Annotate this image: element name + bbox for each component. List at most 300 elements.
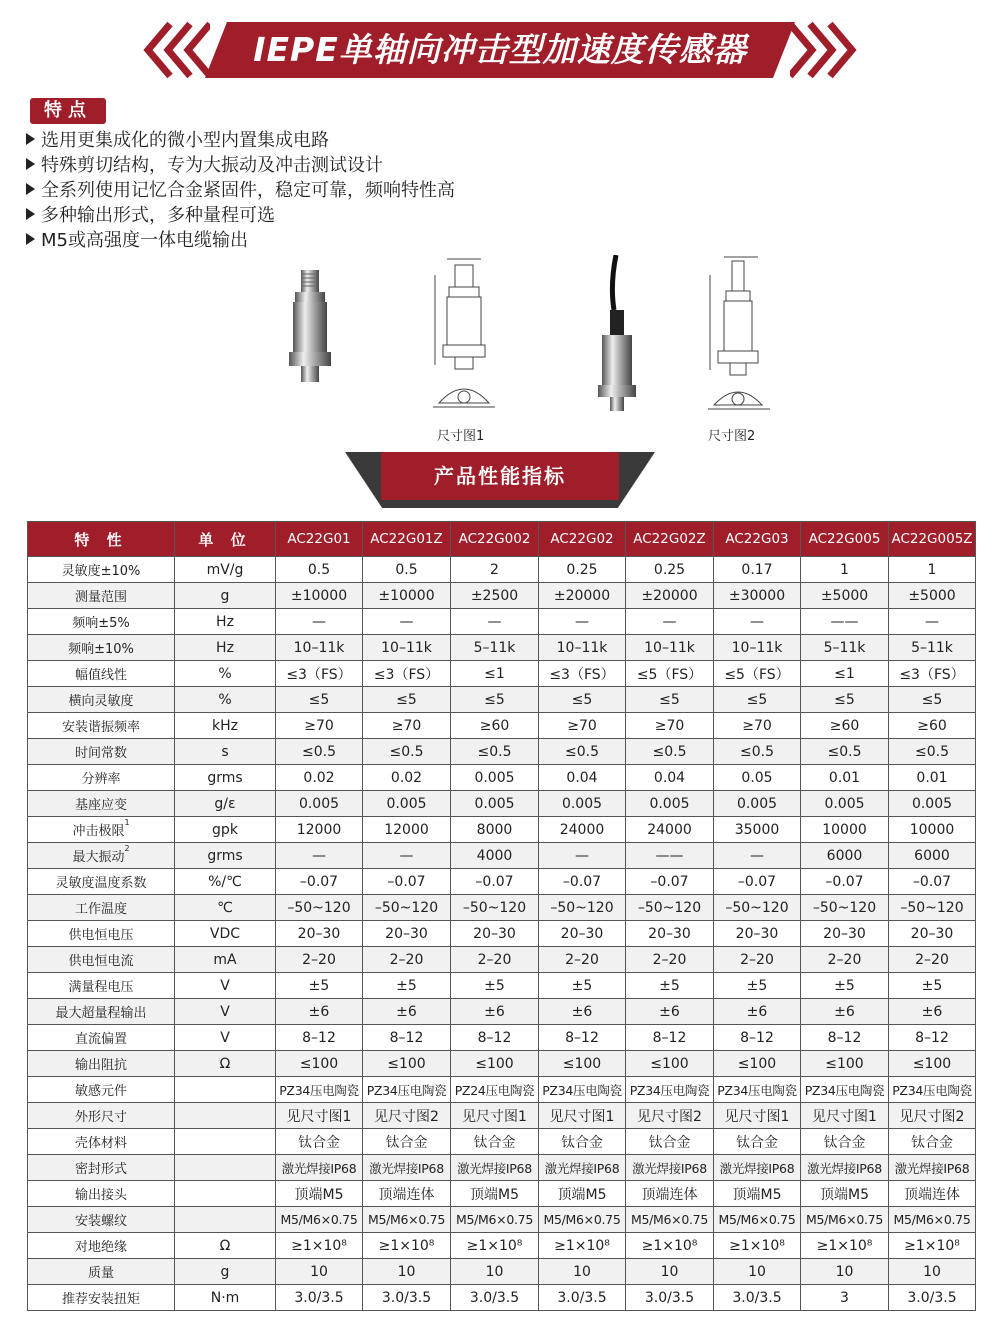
header-model: AC22G01: [276, 522, 363, 557]
value-cell: 20–30: [889, 921, 976, 947]
value-cell: ≥70: [363, 713, 451, 739]
value-cell: 4000: [451, 843, 539, 869]
value-cell: ±5: [276, 973, 363, 999]
table-row: [28, 791, 976, 817]
value-cell: 钛合金: [801, 1129, 889, 1155]
value-cell: PZ34压电陶瓷: [276, 1077, 363, 1103]
value-cell: ±6: [276, 999, 363, 1025]
title-banner: [0, 18, 1000, 82]
table-row: [28, 1129, 976, 1155]
table-row: [28, 557, 976, 583]
header-unit: 单 位: [175, 522, 276, 557]
value-cell: –50~120: [801, 895, 889, 921]
unit-cell: [175, 1077, 276, 1103]
header-model: AC22G03: [714, 522, 801, 557]
value-cell: 钛合金: [539, 1129, 626, 1155]
value-cell: 激光焊接IP68: [626, 1155, 714, 1181]
value-cell: 0.005: [626, 791, 714, 817]
value-cell: 6000: [801, 843, 889, 869]
left-chevrons-icon: [140, 18, 210, 82]
value-cell: 0.005: [714, 791, 801, 817]
value-cell: M5/M6×0.75: [714, 1207, 801, 1233]
header-model: AC22G02Z: [626, 522, 714, 557]
unit-cell: Hz: [175, 609, 276, 635]
value-cell: PZ34压电陶瓷: [626, 1077, 714, 1103]
value-cell: ±6: [626, 999, 714, 1025]
value-cell: —: [276, 609, 363, 635]
value-cell: –50~120: [539, 895, 626, 921]
row-label: 外形尺寸: [28, 1103, 175, 1129]
value-cell: 20–30: [714, 921, 801, 947]
value-cell: 顶端M5: [276, 1181, 363, 1207]
value-cell: 24000: [539, 817, 626, 843]
fig1-caption: 尺寸图1: [437, 429, 485, 444]
value-cell: 见尺寸图2: [889, 1103, 976, 1129]
value-cell: 20–30: [363, 921, 451, 947]
value-cell: 钛合金: [626, 1129, 714, 1155]
value-cell: –50~120: [626, 895, 714, 921]
value-cell: M5/M6×0.75: [539, 1207, 626, 1233]
row-label: 横向灵敏度: [28, 687, 175, 713]
row-label: 工作温度: [28, 895, 175, 921]
value-cell: ≤0.5: [539, 739, 626, 765]
value-cell: 2–20: [801, 947, 889, 973]
unit-cell: ℃: [175, 895, 276, 921]
value-cell: ≥70: [714, 713, 801, 739]
value-cell: 2–20: [714, 947, 801, 973]
value-cell: 10–11k: [276, 635, 363, 661]
value-cell: ≤100: [451, 1051, 539, 1077]
value-cell: ≥60: [451, 713, 539, 739]
unit-cell: VDC: [175, 921, 276, 947]
value-cell: 24000: [626, 817, 714, 843]
feature-item: 多种输出形式，多种量程可选: [26, 203, 455, 228]
value-cell: 10: [539, 1259, 626, 1285]
value-cell: –0.07: [276, 869, 363, 895]
bullet-triangle-icon: [26, 233, 35, 245]
value-cell: ≤100: [363, 1051, 451, 1077]
header-model: AC22G002: [451, 522, 539, 557]
value-cell: 0.02: [363, 765, 451, 791]
value-cell: PZ34压电陶瓷: [714, 1077, 801, 1103]
value-cell: 10: [714, 1259, 801, 1285]
row-label: 安装谐振频率: [28, 713, 175, 739]
value-cell: 激光焊接IP68: [889, 1155, 976, 1181]
value-cell: ≤5: [889, 687, 976, 713]
table-row: [28, 869, 976, 895]
value-cell: ≥70: [626, 713, 714, 739]
value-cell: ≤5: [451, 687, 539, 713]
row-label: 灵敏度温度系数: [28, 869, 175, 895]
header-property: 特 性: [28, 522, 175, 557]
value-cell: ±5000: [889, 583, 976, 609]
table-row: [28, 973, 976, 999]
value-cell: 5–11k: [889, 635, 976, 661]
value-cell: 8000: [451, 817, 539, 843]
table-row: [28, 1103, 976, 1129]
value-cell: ±6: [714, 999, 801, 1025]
value-cell: 0.01: [889, 765, 976, 791]
table-row: [28, 1207, 976, 1233]
value-cell: 见尺寸图1: [276, 1103, 363, 1129]
table-row: [28, 999, 976, 1025]
value-cell: —: [363, 843, 451, 869]
value-cell: 钛合金: [363, 1129, 451, 1155]
value-cell: PZ24压电陶瓷: [451, 1077, 539, 1103]
sensor-photo-1: [275, 255, 345, 385]
value-cell: ±20000: [626, 583, 714, 609]
unit-cell: [175, 1103, 276, 1129]
feature-item: M5或高强度一体电缆输出: [26, 228, 455, 253]
value-cell: 5–11k: [801, 635, 889, 661]
value-cell: ≤0.5: [363, 739, 451, 765]
value-cell: ≤100: [889, 1051, 976, 1077]
value-cell: ±20000: [539, 583, 626, 609]
value-cell: 见尺寸图1: [451, 1103, 539, 1129]
row-label: 测量范围: [28, 583, 175, 609]
value-cell: 2: [451, 557, 539, 583]
value-cell: –0.07: [451, 869, 539, 895]
value-cell: 3.0/3.5: [626, 1285, 714, 1311]
spec-table: [27, 521, 976, 1311]
table-header-row: [28, 522, 976, 557]
value-cell: 20–30: [451, 921, 539, 947]
value-cell: 0.17: [714, 557, 801, 583]
value-cell: ≤5: [626, 687, 714, 713]
value-cell: —: [714, 843, 801, 869]
row-label: 幅值线性: [28, 661, 175, 687]
value-cell: 3.0/3.5: [451, 1285, 539, 1311]
bullet-triangle-icon: [26, 158, 35, 170]
value-cell: 10: [626, 1259, 714, 1285]
value-cell: ±5: [889, 973, 976, 999]
value-cell: 0.005: [889, 791, 976, 817]
value-cell: –50~120: [363, 895, 451, 921]
value-cell: 0.25: [539, 557, 626, 583]
value-cell: 见尺寸图1: [714, 1103, 801, 1129]
value-cell: 10–11k: [539, 635, 626, 661]
value-cell: M5/M6×0.75: [363, 1207, 451, 1233]
value-cell: ≤0.5: [889, 739, 976, 765]
value-cell: 8–12: [626, 1025, 714, 1051]
value-cell: –50~120: [889, 895, 976, 921]
feature-item: 选用更集成化的微小型内置集成电路: [26, 128, 455, 153]
value-cell: 顶端M5: [714, 1181, 801, 1207]
value-cell: 顶端连体: [363, 1181, 451, 1207]
value-cell: 0.04: [626, 765, 714, 791]
table-row: [28, 1077, 976, 1103]
value-cell: –0.07: [714, 869, 801, 895]
value-cell: 激光焊接IP68: [276, 1155, 363, 1181]
value-cell: 0.005: [451, 765, 539, 791]
value-cell: 见尺寸图1: [539, 1103, 626, 1129]
value-cell: ±5: [539, 973, 626, 999]
table-row: [28, 1233, 976, 1259]
features-tag: 特点: [30, 98, 106, 124]
value-cell: ≤5: [714, 687, 801, 713]
table-row: [28, 609, 976, 635]
row-label: 安装螺纹: [28, 1207, 175, 1233]
dimension-drawing-1: [425, 255, 505, 415]
value-cell: ≤1: [451, 661, 539, 687]
table-row: [28, 895, 976, 921]
value-cell: 10: [276, 1259, 363, 1285]
row-label: 满量程电压: [28, 973, 175, 999]
value-cell: –50~120: [714, 895, 801, 921]
value-cell: 顶端M5: [801, 1181, 889, 1207]
row-label: 冲击极限$^1$: [28, 817, 175, 843]
value-cell: 0.5: [363, 557, 451, 583]
value-cell: 8–12: [801, 1025, 889, 1051]
table-row: [28, 1051, 976, 1077]
feature-item: 全系列使用记忆合金紧固件，稳定可靠，频响特性高: [26, 178, 455, 203]
value-cell: 12000: [363, 817, 451, 843]
value-cell: 8–12: [714, 1025, 801, 1051]
value-cell: 2–20: [276, 947, 363, 973]
value-cell: 0.005: [363, 791, 451, 817]
value-cell: 钛合金: [451, 1129, 539, 1155]
value-cell: —: [539, 609, 626, 635]
value-cell: 顶端连体: [626, 1181, 714, 1207]
value-cell: –0.07: [539, 869, 626, 895]
value-cell: 6000: [889, 843, 976, 869]
value-cell: ≤0.5: [276, 739, 363, 765]
unit-cell: grms: [175, 765, 276, 791]
value-cell: ≤5: [801, 687, 889, 713]
value-cell: —: [363, 609, 451, 635]
row-label: 密封形式: [28, 1155, 175, 1181]
unit-cell: Ω: [175, 1051, 276, 1077]
section-title: 产品性能指标: [434, 464, 566, 488]
value-cell: ≥1×10⁸: [714, 1233, 801, 1259]
value-cell: 10–11k: [363, 635, 451, 661]
value-cell: 顶端M5: [451, 1181, 539, 1207]
value-cell: ±6: [889, 999, 976, 1025]
value-cell: 20–30: [539, 921, 626, 947]
value-cell: 10: [363, 1259, 451, 1285]
value-cell: 20–30: [626, 921, 714, 947]
value-cell: 2–20: [889, 947, 976, 973]
unit-cell: grms: [175, 843, 276, 869]
value-cell: 10: [451, 1259, 539, 1285]
row-label: 输出阻抗: [28, 1051, 175, 1077]
value-cell: –0.07: [801, 869, 889, 895]
unit-cell: V: [175, 999, 276, 1025]
value-cell: ——: [801, 609, 889, 635]
value-cell: 8–12: [889, 1025, 976, 1051]
value-cell: ±5: [801, 973, 889, 999]
row-label: 对地绝缘: [28, 1233, 175, 1259]
value-cell: 35000: [714, 817, 801, 843]
value-cell: 3.0/3.5: [539, 1285, 626, 1311]
value-cell: ≥70: [539, 713, 626, 739]
value-cell: 3.0/3.5: [889, 1285, 976, 1311]
value-cell: ≤100: [801, 1051, 889, 1077]
value-cell: ±5: [626, 973, 714, 999]
value-cell: ±6: [363, 999, 451, 1025]
value-cell: 10–11k: [714, 635, 801, 661]
value-cell: 0.5: [276, 557, 363, 583]
value-cell: ≥1×10⁸: [276, 1233, 363, 1259]
value-cell: M5/M6×0.75: [889, 1207, 976, 1233]
page-title: IEPE单轴向冲击型加速度传感器: [253, 30, 747, 69]
value-cell: 10: [889, 1259, 976, 1285]
value-cell: ≥1×10⁸: [539, 1233, 626, 1259]
value-cell: ≥1×10⁸: [801, 1233, 889, 1259]
value-cell: ±30000: [714, 583, 801, 609]
value-cell: M5/M6×0.75: [626, 1207, 714, 1233]
value-cell: 0.02: [276, 765, 363, 791]
table-row: [28, 661, 976, 687]
value-cell: 0.005: [539, 791, 626, 817]
unit-cell: Hz: [175, 635, 276, 661]
value-cell: ≥1×10⁸: [451, 1233, 539, 1259]
bullet-triangle-icon: [26, 183, 35, 195]
value-cell: ±5: [714, 973, 801, 999]
unit-cell: [175, 1129, 276, 1155]
unit-cell: %: [175, 687, 276, 713]
value-cell: ±10000: [363, 583, 451, 609]
value-cell: 12000: [276, 817, 363, 843]
row-label: 直流偏置: [28, 1025, 175, 1051]
value-cell: ≤0.5: [626, 739, 714, 765]
value-cell: ±10000: [276, 583, 363, 609]
value-cell: ≤100: [626, 1051, 714, 1077]
table-row: [28, 1259, 976, 1285]
table-row: [28, 739, 976, 765]
value-cell: ≤3（FS）: [889, 661, 976, 687]
value-cell: ≤5: [363, 687, 451, 713]
value-cell: 激光焊接IP68: [451, 1155, 539, 1181]
value-cell: M5/M6×0.75: [276, 1207, 363, 1233]
table-row: [28, 765, 976, 791]
value-cell: M5/M6×0.75: [801, 1207, 889, 1233]
value-cell: 3.0/3.5: [276, 1285, 363, 1311]
value-cell: ≥1×10⁸: [889, 1233, 976, 1259]
row-label: 灵敏度±10%: [28, 557, 175, 583]
value-cell: —: [539, 843, 626, 869]
value-cell: 见尺寸图1: [801, 1103, 889, 1129]
row-label: 质量: [28, 1259, 175, 1285]
value-cell: ±6: [801, 999, 889, 1025]
feature-item: 特殊剪切结构，专为大振动及冲击测试设计: [26, 153, 455, 178]
value-cell: 钛合金: [889, 1129, 976, 1155]
value-cell: –0.07: [626, 869, 714, 895]
table-row: [28, 1181, 976, 1207]
header-model: AC22G01Z: [363, 522, 451, 557]
value-cell: ±5000: [801, 583, 889, 609]
value-cell: 激光焊接IP68: [539, 1155, 626, 1181]
value-cell: 8–12: [539, 1025, 626, 1051]
value-cell: ≤1: [801, 661, 889, 687]
unit-cell: mA: [175, 947, 276, 973]
row-label: 壳体材料: [28, 1129, 175, 1155]
row-label: 敏感元件: [28, 1077, 175, 1103]
table-row: [28, 947, 976, 973]
value-cell: 2–20: [451, 947, 539, 973]
value-cell: ±6: [539, 999, 626, 1025]
value-cell: —: [626, 609, 714, 635]
value-cell: ≥60: [801, 713, 889, 739]
value-cell: PZ34压电陶瓷: [363, 1077, 451, 1103]
row-label: 推荐安装扭矩: [28, 1285, 175, 1311]
value-cell: 3: [801, 1285, 889, 1311]
footnote-mark: 1: [124, 818, 130, 827]
value-cell: –50~120: [451, 895, 539, 921]
value-cell: PZ34压电陶瓷: [889, 1077, 976, 1103]
value-cell: ≤3（FS）: [539, 661, 626, 687]
value-cell: 20–30: [276, 921, 363, 947]
row-label: 时间常数: [28, 739, 175, 765]
value-cell: 0.25: [626, 557, 714, 583]
value-cell: 0.005: [451, 791, 539, 817]
value-cell: ≤0.5: [451, 739, 539, 765]
value-cell: ≤3（FS）: [363, 661, 451, 687]
unit-cell: V: [175, 1025, 276, 1051]
unit-cell: g/ε: [175, 791, 276, 817]
features-list: [26, 128, 455, 253]
value-cell: –0.07: [363, 869, 451, 895]
value-cell: ≤100: [276, 1051, 363, 1077]
footnote-mark: 2: [124, 844, 130, 853]
value-cell: ≥70: [276, 713, 363, 739]
value-cell: ≤5（FS）: [714, 661, 801, 687]
unit-cell: g: [175, 1259, 276, 1285]
value-cell: 8–12: [276, 1025, 363, 1051]
table-row: [28, 713, 976, 739]
unit-cell: %: [175, 661, 276, 687]
value-cell: 2–20: [539, 947, 626, 973]
value-cell: ≤0.5: [801, 739, 889, 765]
value-cell: –0.07: [889, 869, 976, 895]
value-cell: ≤5: [539, 687, 626, 713]
value-cell: ±5: [451, 973, 539, 999]
sensor-photo-2: [588, 255, 648, 420]
value-cell: 20–30: [801, 921, 889, 947]
table-row: [28, 843, 976, 869]
value-cell: —: [889, 609, 976, 635]
value-cell: 1: [889, 557, 976, 583]
value-cell: 钛合金: [714, 1129, 801, 1155]
table-row: [28, 1155, 976, 1181]
value-cell: ±6: [451, 999, 539, 1025]
unit-cell: [175, 1181, 276, 1207]
value-cell: ≥60: [889, 713, 976, 739]
value-cell: 顶端M5: [539, 1181, 626, 1207]
value-cell: –50~120: [276, 895, 363, 921]
row-label: 供电恒电压: [28, 921, 175, 947]
value-cell: M5/M6×0.75: [451, 1207, 539, 1233]
value-cell: ≤0.5: [714, 739, 801, 765]
value-cell: ≥1×10⁸: [626, 1233, 714, 1259]
value-cell: 8–12: [451, 1025, 539, 1051]
value-cell: ±5: [363, 973, 451, 999]
value-cell: 激光焊接IP68: [714, 1155, 801, 1181]
unit-cell: V: [175, 973, 276, 999]
value-cell: ≤5: [276, 687, 363, 713]
value-cell: 见尺寸图2: [363, 1103, 451, 1129]
unit-cell: Ω: [175, 1233, 276, 1259]
value-cell: 0.005: [276, 791, 363, 817]
unit-cell: [175, 1155, 276, 1181]
row-label: 分辨率: [28, 765, 175, 791]
right-chevrons-icon: [790, 18, 860, 82]
value-cell: ≤3（FS）: [276, 661, 363, 687]
value-cell: 3.0/3.5: [363, 1285, 451, 1311]
row-label: 最大振动$^2$: [28, 843, 175, 869]
bullet-triangle-icon: [26, 133, 35, 145]
table-row: [28, 583, 976, 609]
